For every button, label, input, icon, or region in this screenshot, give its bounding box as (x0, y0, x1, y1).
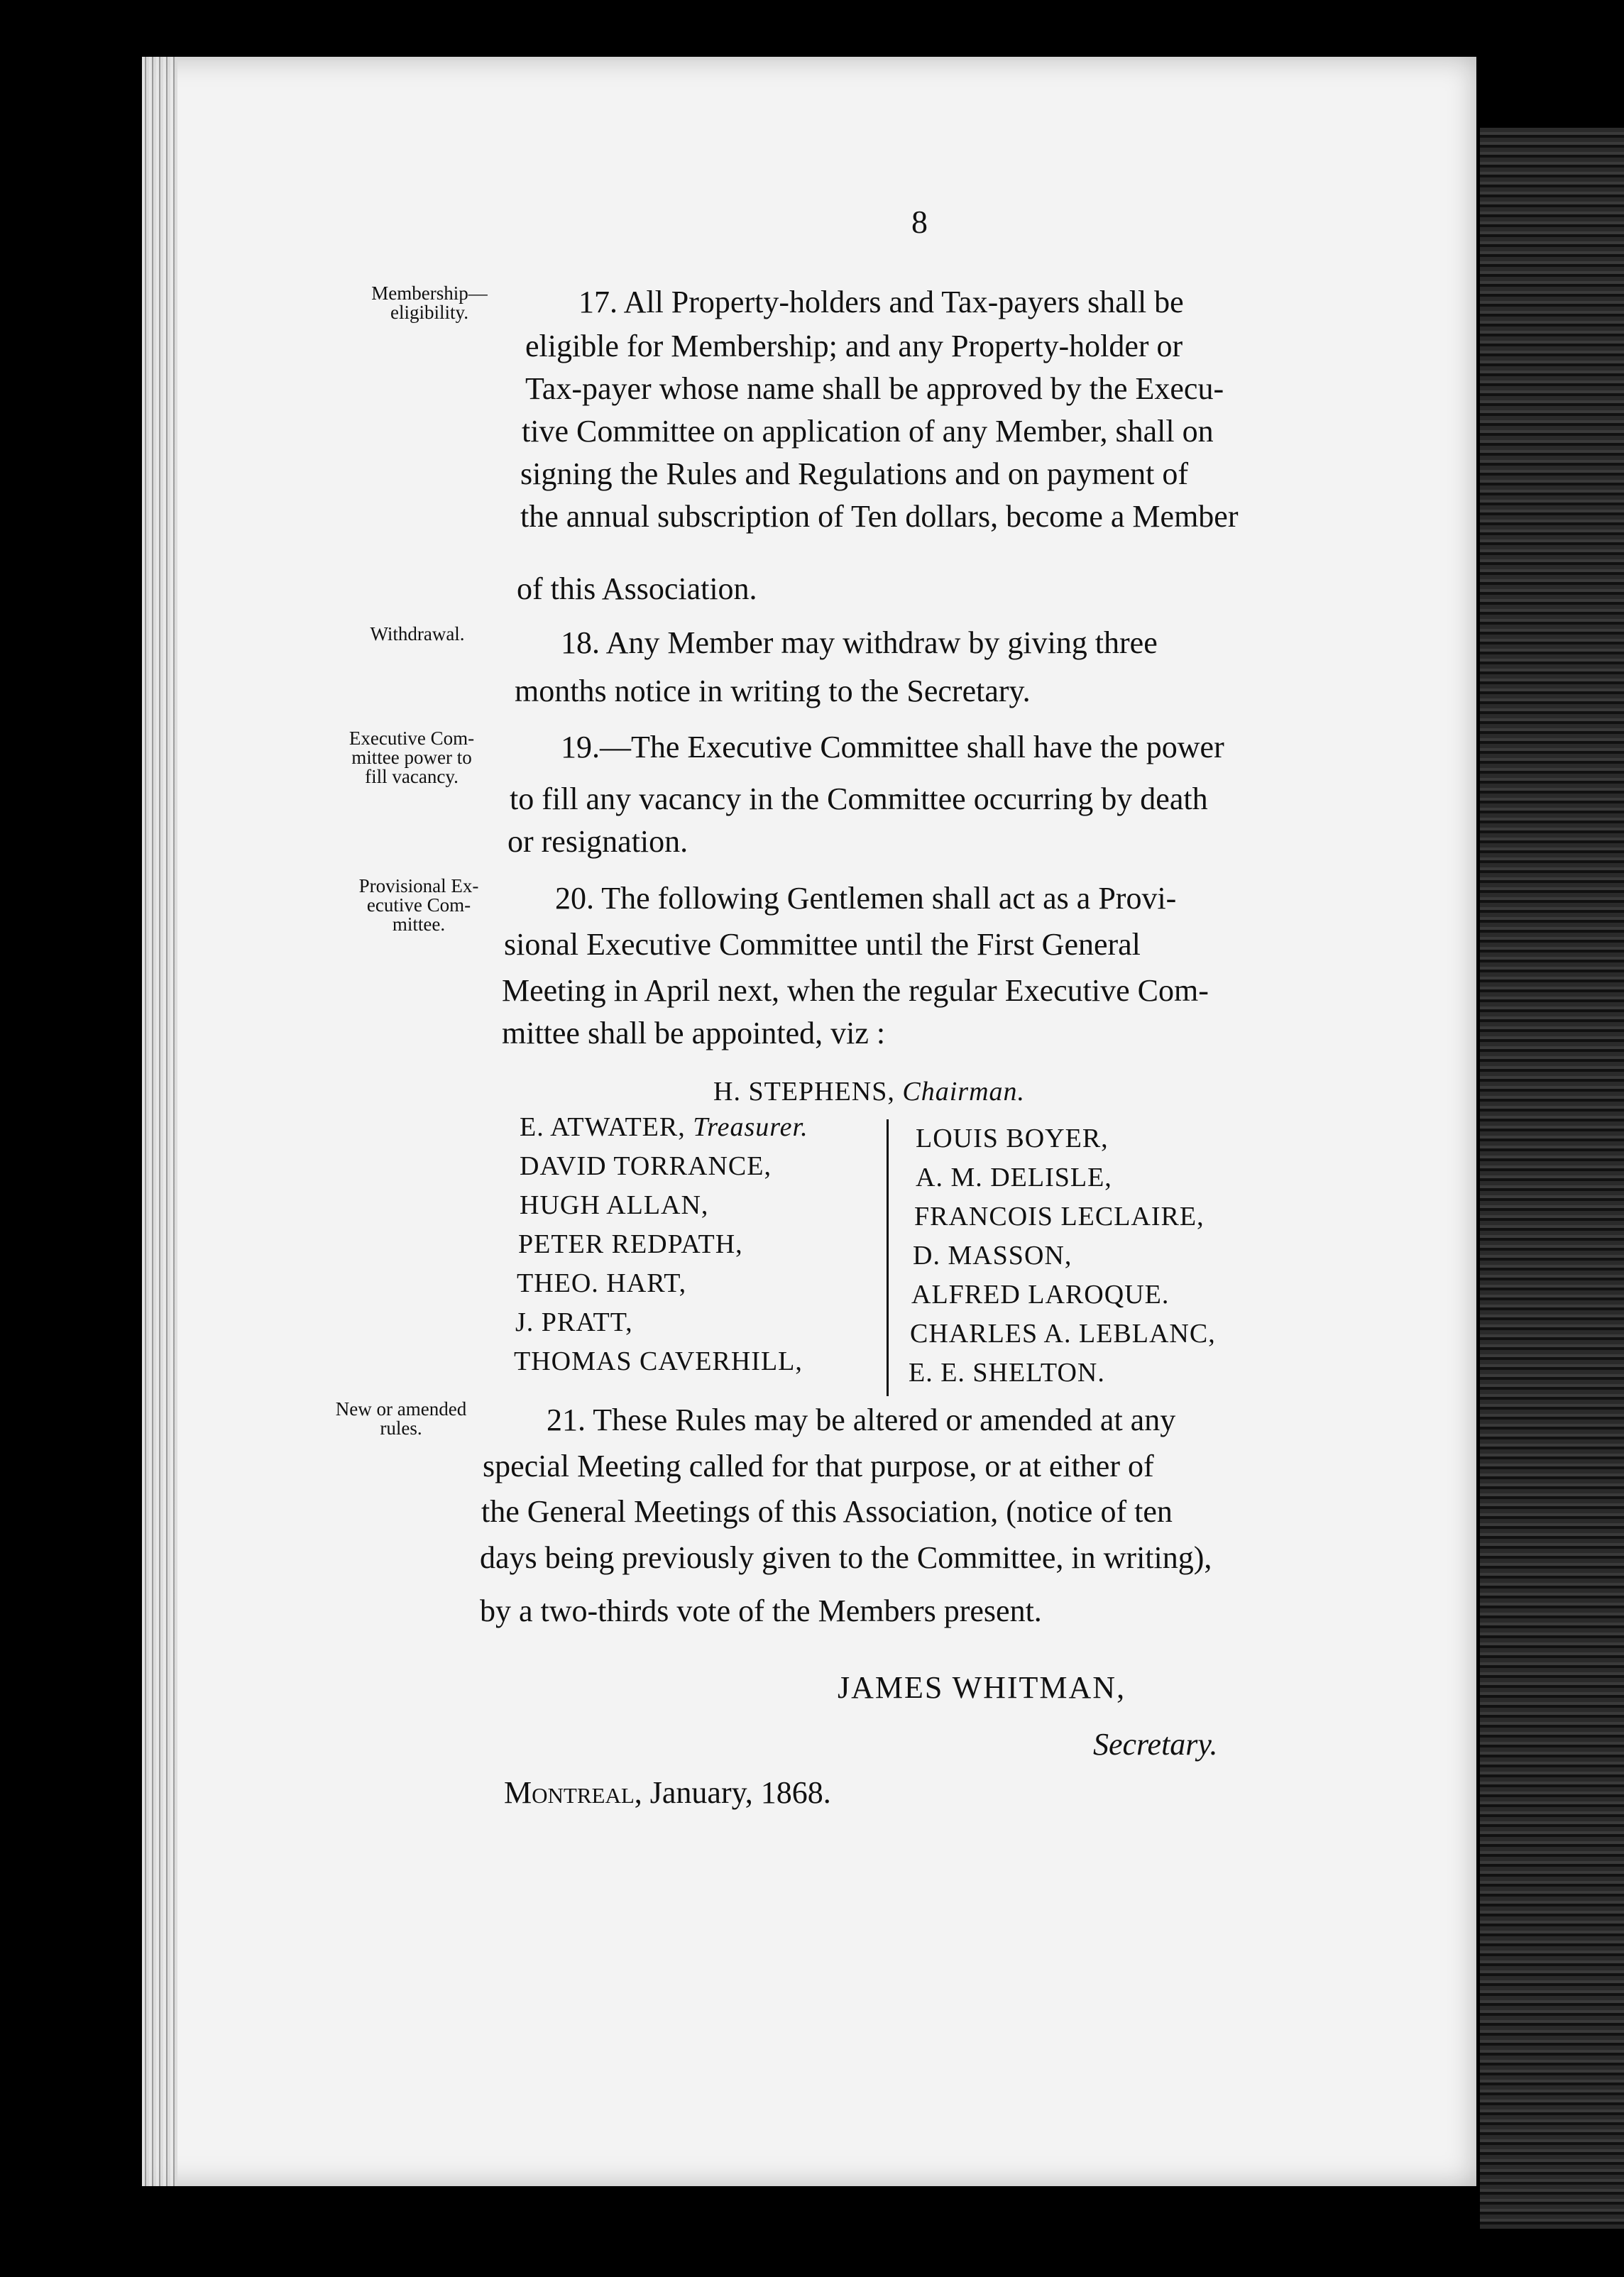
rule20-line: sional Executive Committee until the First General (504, 927, 1141, 962)
rule20-line: Meeting in April next, when the regular Executive Com- (502, 973, 1209, 1008)
rule19-line: 19.—The Executive Committee shall have the power (561, 730, 1224, 764)
dateline: Montreal, January, 1868. (504, 1775, 831, 1810)
sidenote-provisional-committee: Provisional Ex- ecutive Com- mittee. (358, 875, 479, 935)
rule21-line: special Meeting called for that purpose, or at either of (483, 1449, 1154, 1483)
committee-member: E. E. SHELTON. (909, 1358, 1105, 1388)
committee-member: PETER REDPATH, (518, 1229, 743, 1259)
rule17-line: Tax-payer whose name shall be approved by the Execu- (525, 371, 1224, 406)
committee-member: LOUIS BOYER, (916, 1124, 1109, 1153)
committee-member: CHARLES A. LEBLANC, (910, 1319, 1216, 1349)
rule17-line: 17. All Property-holders and Tax-payers shall be (578, 285, 1184, 319)
sidenote-membership: Membership— eligibility. (371, 282, 488, 323)
rule17-line: the annual subscription of Ten dollars, become a Member (520, 499, 1239, 534)
sidenote-executive-vacancy: Executive Com- mittee power to fill vacancy. (349, 728, 475, 787)
rule21-line: 21. These Rules may be altered or amended at any (547, 1403, 1176, 1437)
page-number: 8 (911, 204, 928, 240)
signature-name: JAMES WHITMAN, (838, 1670, 1126, 1705)
committee-member: FRANCOIS LECLAIRE, (914, 1202, 1205, 1231)
rule21-line: the General Meetings of this Association, (notice of ten (481, 1494, 1173, 1529)
adjacent-page-edge (1480, 128, 1624, 2229)
sidenote-withdrawal: Withdrawal. (370, 623, 465, 644)
rule21-line: by a two-thirds vote of the Members present. (480, 1593, 1042, 1628)
rule19-line: to fill any vacancy in the Committee occurring by death (510, 781, 1208, 816)
committee-member: DAVID TORRANCE, (520, 1151, 772, 1181)
rule17-line: signing the Rules and Regulations and on payment of (520, 456, 1188, 491)
sidenote-amended-rules: New or amended rules. (335, 1398, 467, 1439)
rule17-line: tive Committee on application of any Member, shall on (522, 414, 1214, 449)
rule18-line: 18. Any Member may withdraw by giving three (561, 625, 1158, 660)
committee-member: J. PRATT, (515, 1307, 633, 1337)
committee-member: A. M. DELISLE, (916, 1163, 1112, 1192)
rule20-line: mittee shall be appointed, viz : (502, 1016, 886, 1050)
committee-member: ALFRED LAROQUE. (911, 1280, 1170, 1310)
committee-member: D. MASSON, (913, 1241, 1072, 1271)
column-divider (887, 1119, 889, 1396)
page-binding-edge (142, 57, 177, 2186)
rule17-line: eligible for Membership; and any Property-holder or (525, 329, 1183, 363)
rule20-line: 20. The following Gentlemen shall act as a Provi- (555, 881, 1177, 916)
rule17-line: of this Association. (517, 571, 757, 606)
chairman-entry: H. STEPHENS, Chairman. (713, 1077, 1026, 1107)
treasurer-entry: E. ATWATER, Treasurer. (520, 1112, 808, 1142)
rule19-line: or resignation. (508, 824, 688, 859)
signature-title: Secretary. (1093, 1727, 1218, 1762)
committee-member: THOMAS CAVERHILL, (514, 1346, 803, 1376)
committee-member: HUGH ALLAN, (520, 1190, 709, 1220)
rule18-line: months notice in writing to the Secretary. (515, 674, 1031, 708)
committee-member: THEO. HART, (517, 1268, 687, 1298)
rule21-line: days being previously given to the Committee, in writing), (480, 1540, 1212, 1575)
